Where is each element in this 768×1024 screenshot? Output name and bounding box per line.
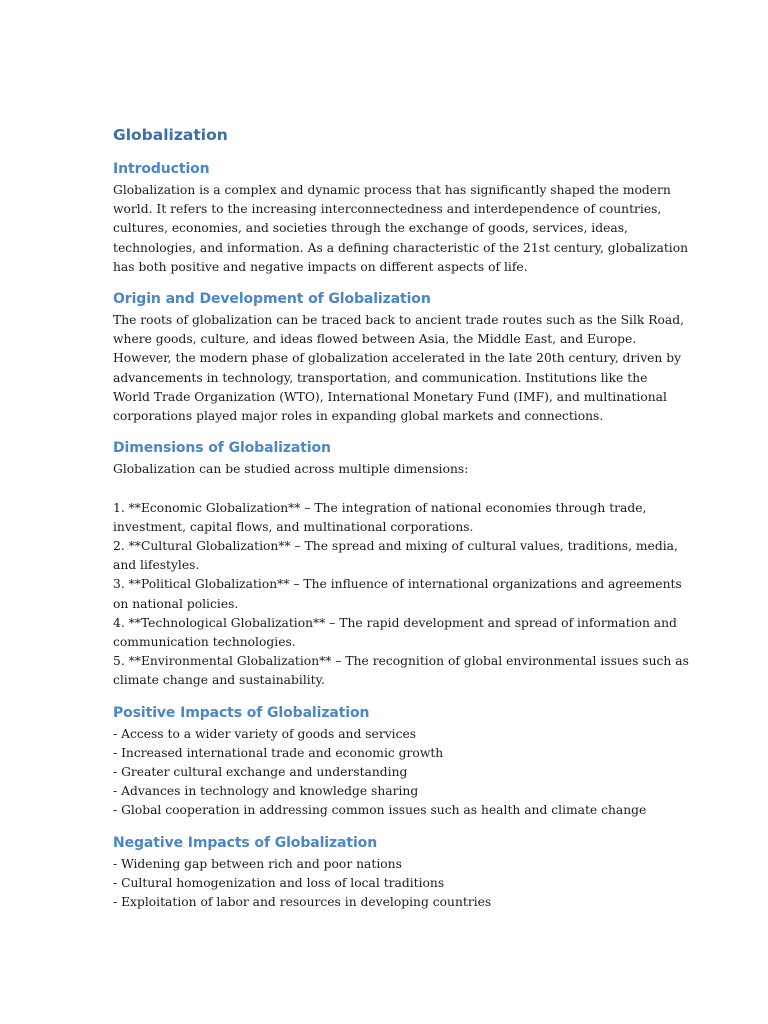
paragraph — [113, 181, 689, 277]
document-page — [113, 124, 689, 924]
section-heading: Origin and Development of Globalization — [113, 291, 431, 308]
list-item: 5. **Environmental Globalization** – The recognition of global environmental issues such as — [113, 654, 689, 669]
text-line: The roots of globalization can be traced back to ancient trade routes such as the Silk Road, — [113, 313, 685, 328]
list-item: 2. **Cultural Globalization** – The spread and mixing of cultural values, traditions, media, — [113, 539, 678, 554]
blank-line — [113, 479, 673, 498]
list-item: - Access to a wider variety of goods and services — [113, 726, 417, 741]
text-line: has both positive and negative impacts on different aspects of life. — [113, 259, 528, 274]
list-item: - Greater cultural exchange and understanding — [113, 765, 408, 780]
paragraph — [113, 311, 685, 426]
text-line: technologies, and information. As a defining characteristic of the 21st century, globalization — [113, 240, 689, 255]
text-line: World Trade Organization (WTO), International Monetary Fund (IMF), and multinational — [113, 389, 667, 404]
list-item: - Exploitation of labor and resources in developing countries — [113, 895, 492, 910]
section-dimensions — [113, 438, 689, 690]
text-line: corporations played major roles in expanding global markets and connections. — [113, 409, 604, 424]
text-line: Globalization is a complex and dynamic process that has significantly shaped the modern — [113, 183, 671, 197]
text-line: cultures, economies, and societies through the exchange of goods, services, ideas, — [113, 221, 628, 236]
section-heading: Positive Impacts of Globalization — [113, 704, 370, 721]
text-line: investment, capital flows, and multinational corporations. — [113, 519, 474, 534]
list-item: - Global cooperation in addressing common issues such as health and climate change — [113, 803, 647, 818]
section-heading: Negative Impacts of Globalization — [113, 834, 378, 851]
list-item: - Advances in technology and knowledge sharing — [113, 784, 419, 799]
list-item: - Cultural homogenization and loss of local traditions — [113, 875, 445, 890]
bullet-list — [113, 855, 673, 913]
section-positive-impacts — [113, 703, 673, 821]
text-line: and lifestyles. — [113, 558, 200, 573]
section-introduction — [113, 159, 689, 277]
text-line: advancements in technology, transportation, and communication. Institutions like the — [113, 370, 648, 385]
text-line: Globalization can be studied across multiple dimensions: — [113, 462, 469, 477]
text-line: communication technologies. — [113, 635, 296, 650]
paragraph — [113, 460, 689, 690]
section-negative-impacts — [113, 833, 673, 913]
text-line: world. It refers to the increasing interconnectedness and interdependence of countries, — [113, 202, 662, 217]
section-heading: Introduction — [113, 161, 210, 177]
bullet-list — [113, 725, 673, 821]
list-item: 1. **Economic Globalization** – The integration of national economies through trade, — [113, 500, 647, 515]
section-heading: Dimensions of Globalization — [113, 440, 331, 457]
text-line: However, the modern phase of globalization accelerated in the late 20th century, driven by — [113, 351, 682, 366]
list-item: - Widening gap between rich and poor nations — [113, 856, 402, 871]
document-title: Globalization — [113, 126, 228, 144]
text-line: on national policies. — [113, 596, 239, 611]
text-line: climate change and sustainability. — [113, 673, 325, 688]
list-item: 3. **Political Globalization** – The influence of international organizations and agreements — [113, 577, 682, 592]
list-item: - Increased international trade and economic growth — [113, 745, 444, 760]
list-item: 4. **Technological Globalization** – The rapid development and spread of information and — [113, 615, 677, 630]
text-line: where goods, culture, and ideas flowed between Asia, the Middle East, and Europe. — [113, 332, 637, 347]
section-origin — [113, 289, 685, 426]
